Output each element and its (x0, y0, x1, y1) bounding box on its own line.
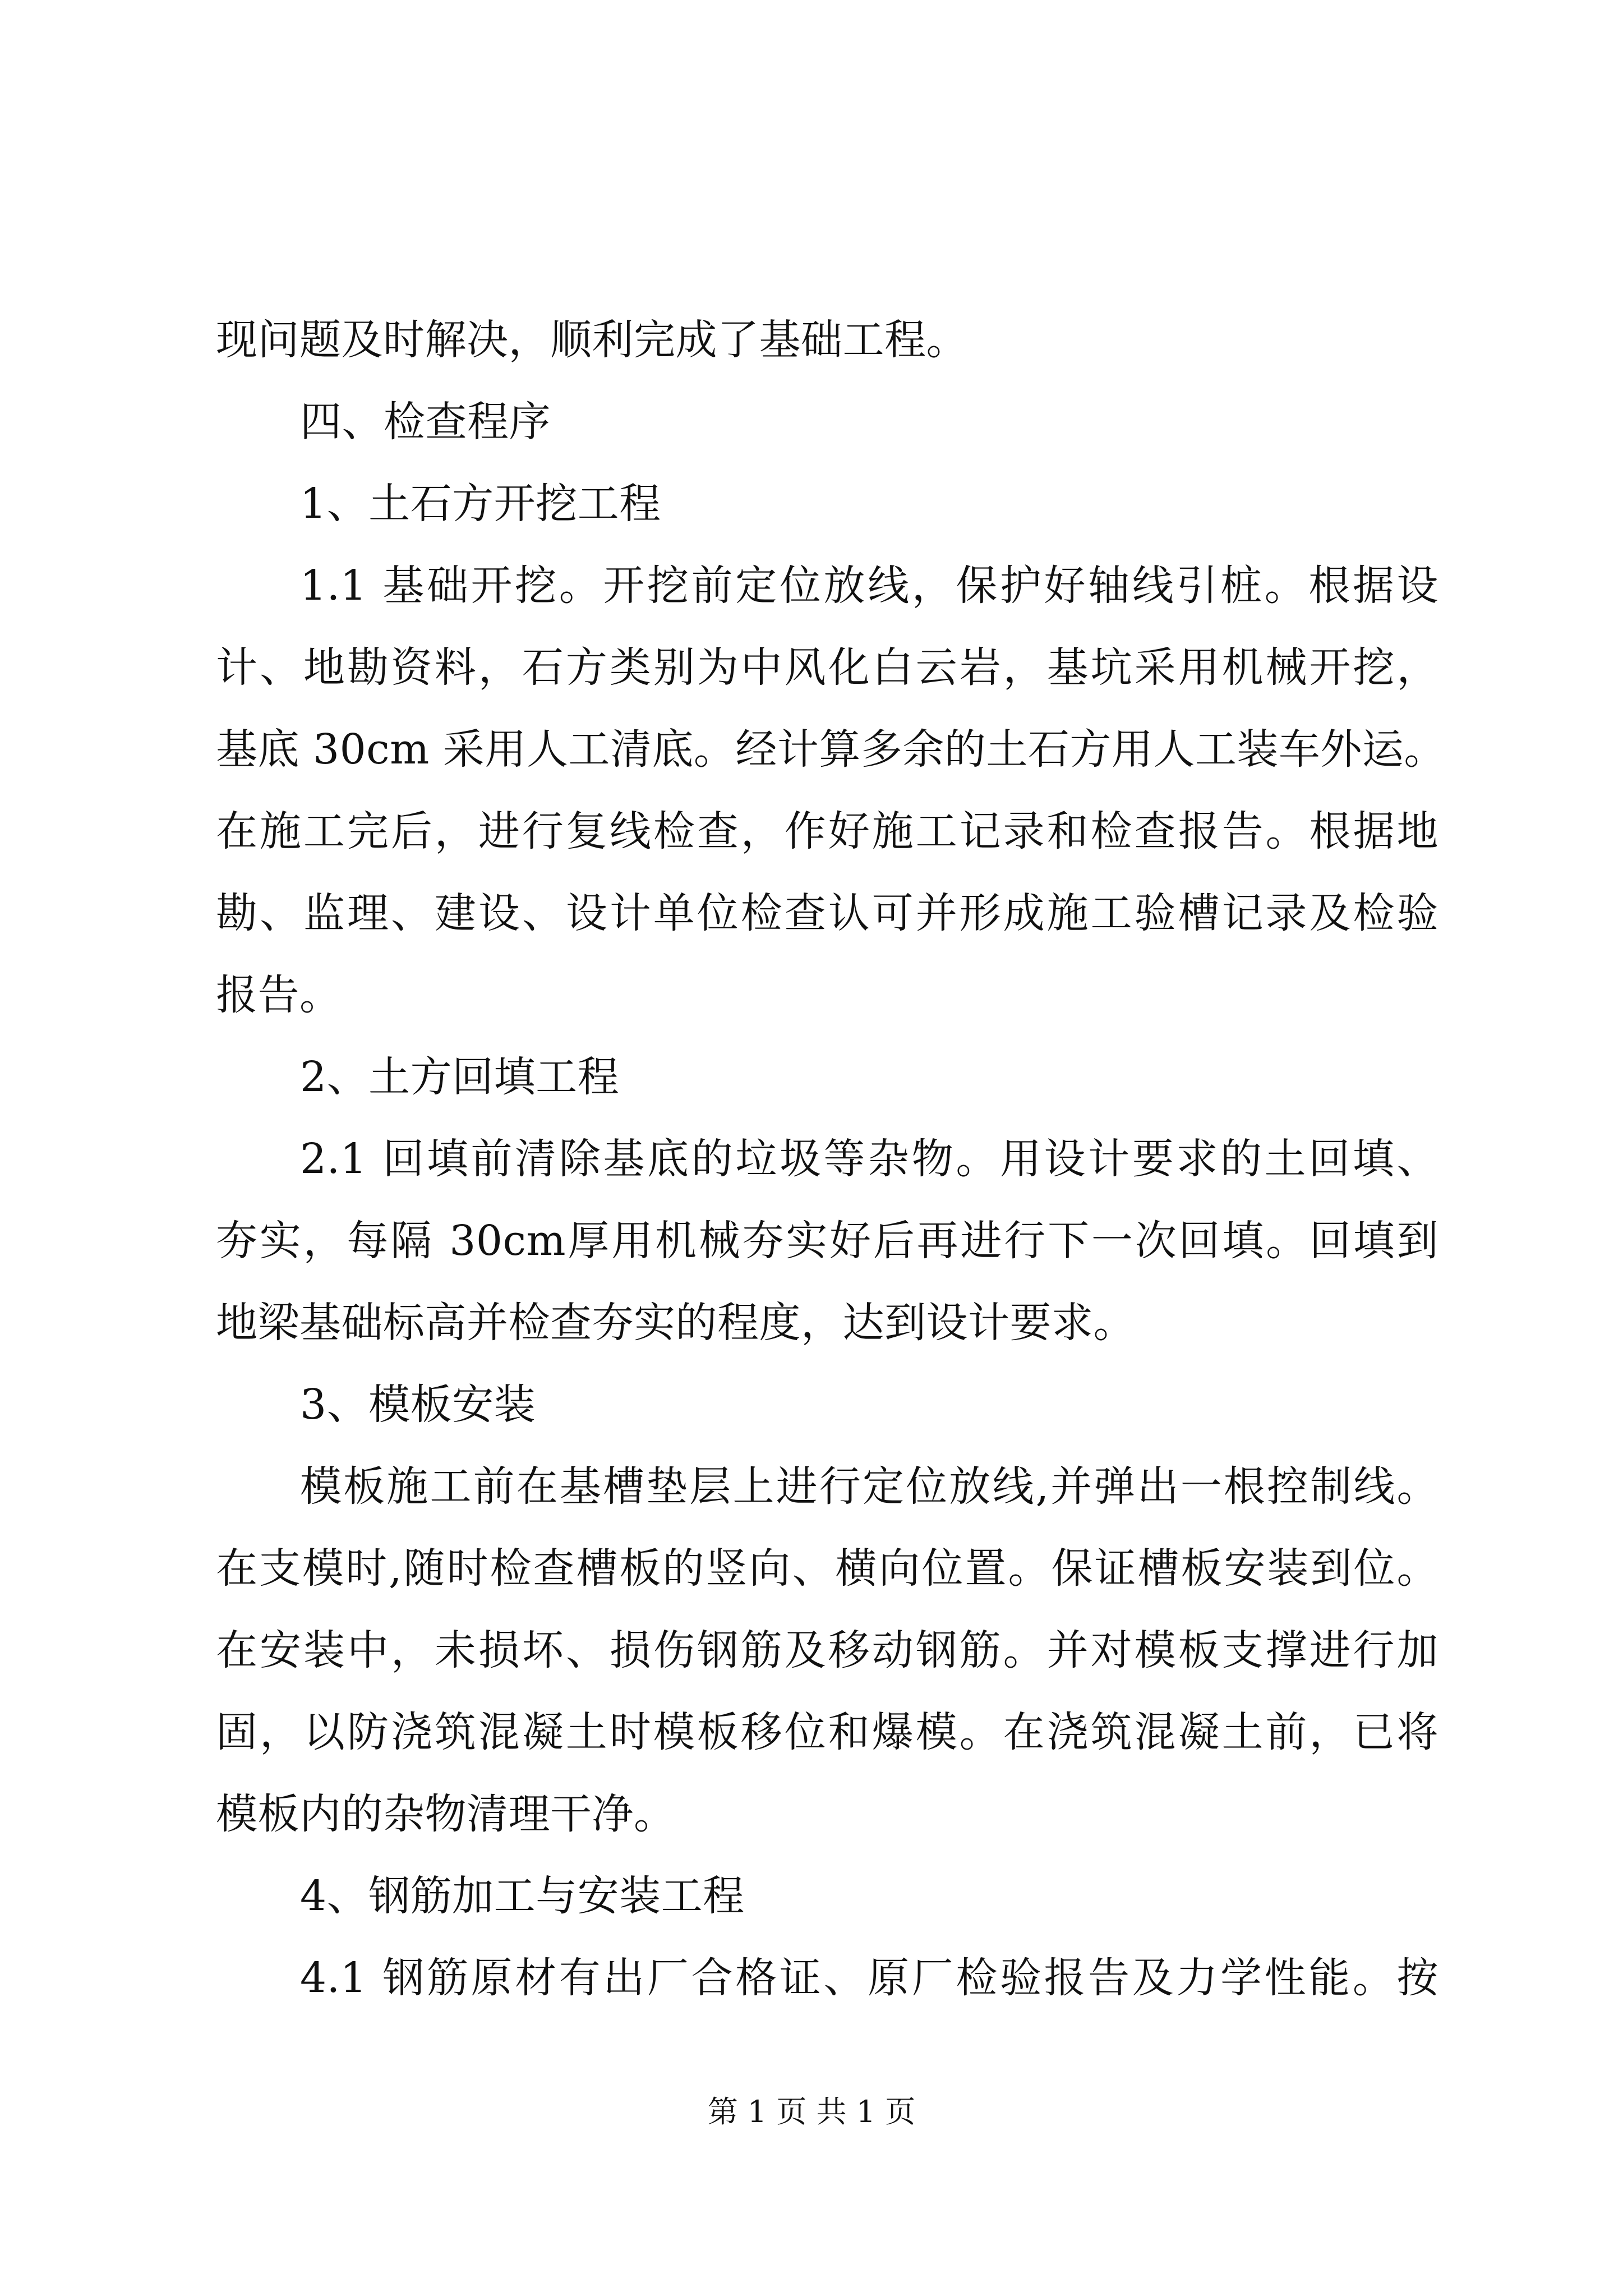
paragraph-line: 在安装中，未损坏、损伤钢筋及移动钢筋。并对模板支撑进行加 (216, 1626, 1438, 1674)
subsection-heading: 2、土方回填工程 (300, 1053, 620, 1101)
paragraph-line: 固，以防浇筑混凝土时模板移位和爆模。在浇筑混凝土前，已将 (216, 1708, 1438, 1756)
paragraph-line: 在支模时,随时检查槽板的竖向、横向位置。保证槽板安装到位。 (216, 1544, 1438, 1593)
page-footer: 第 1 页 共 1 页 (707, 2094, 916, 2129)
paragraph-line: 现问题及时解决，顺利完成了基础工程。 (216, 316, 968, 364)
section-heading: 四、检查程序 (300, 398, 551, 446)
paragraph-line: 勘、监理、建设、设计单位检查认可并形成施工验槽记录及检验 (216, 889, 1438, 937)
subsection-heading: 1、土石方开挖工程 (300, 480, 661, 528)
paragraph-line: 计、地勘资料，石方类别为中风化白云岩，基坑采用机械开挖， (216, 643, 1438, 692)
paragraph-line: 4.1 钢筋原材有出厂合格证、原厂检验报告及力学性能。按 (300, 1954, 1438, 2002)
paragraph-line: 在施工完后，进行复线检查，作好施工记录和检查报告。根据地 (216, 807, 1438, 855)
subsection-heading: 3、模板安装 (300, 1381, 536, 1429)
subsection-heading: 4、钢筋加工与安装工程 (300, 1872, 745, 1920)
paragraph-line: 模板内的杂物清理干净。 (216, 1790, 676, 1838)
paragraph-line: 模板施工前在基槽垫层上进行定位放线,并弹出一根控制线。 (300, 1462, 1438, 1511)
paragraph-line: 夯实，每隔 30cm厚用机械夯实好后再进行下一次回填。回填到 (216, 1217, 1438, 1265)
paragraph-line: 基底 30cm 采用人工清底。经计算多余的土石方用人工装车外运。 (216, 725, 1446, 774)
paragraph-line: 1.1 基础开挖。开挖前定位放线，保护好轴线引桩。根据设 (300, 562, 1438, 610)
paragraph-line: 2.1 回填前清除基底的垃圾等杂物。用设计要求的土回填、 (300, 1135, 1438, 1183)
paragraph-line: 地梁基础标高并检查夯实的程度，达到设计要求。 (216, 1299, 1135, 1347)
paragraph-line: 报告。 (216, 971, 342, 1019)
